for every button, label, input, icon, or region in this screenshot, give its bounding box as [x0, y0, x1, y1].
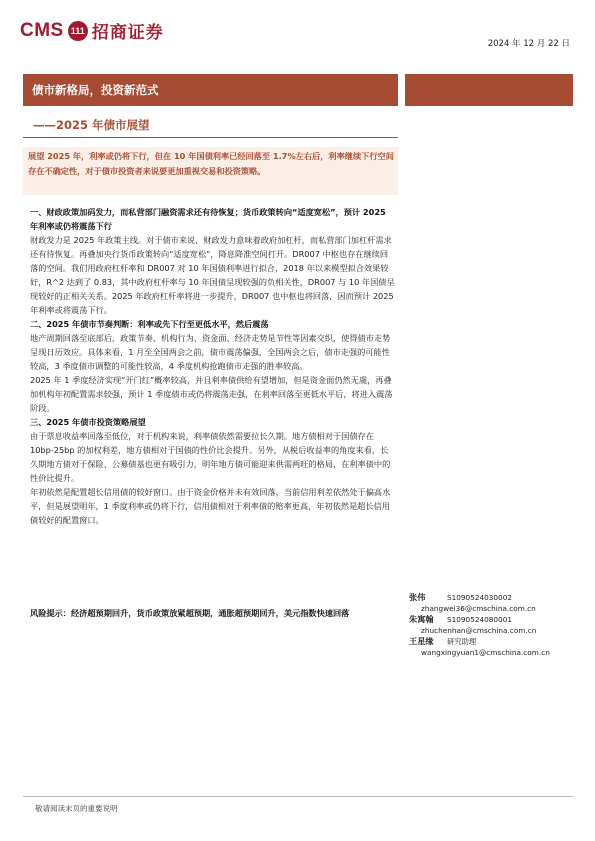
company-logo	[20, 18, 164, 43]
logo-text-en: CMS	[20, 19, 64, 41]
section-heading-1: 一、财政政策加码发力，而私营部门融资需求还有待恢复；货币政策转向“适度宽松”，预计 2025 年利率或仍将震荡下行	[30, 207, 386, 231]
logo-text-cn: 招商证券	[91, 23, 164, 43]
section-paragraph: 2025 年 1 季度经济实现“开门红”概率较高，并且利率债供给有望增加，但是资金面仍然无虞，再叠加机构年初配置需求较强，预计 1 季度债市或仍将震荡走强，在利率回落至更低水平后，将进入震荡阶段。	[30, 375, 393, 413]
analyst-email[interactable]: zhangwei36@cmschina.com.cn	[421, 604, 536, 613]
title-banner: 债市新格局，投资新范式	[23, 74, 398, 106]
analyst-name: 张伟	[409, 592, 426, 602]
analyst-email[interactable]: zhuchenhan@cmschina.com.cn	[421, 626, 537, 635]
section-paragraph: 地产周期回落至底部后，政策节奏、机构行为、资金面、经济走势是节性等因素交织，使得债市走势呈现日历效应。具体来看，1 月至全国两会之前，债市震荡偏强，全国两会之后，债市走强的可能性较高，3 季度债市调整的可能性较高，4 季度机构抢跑债市走强的胜率较高。	[30, 333, 391, 371]
analyst-cert: S1090524080001	[447, 615, 512, 624]
section-heading-3: 三、2025 年债市投资策略展望	[30, 417, 146, 427]
logo-emblem-icon: 111	[68, 21, 88, 41]
report-body	[30, 205, 395, 527]
section-paragraph: 财政发力是 2025 年政策主线。对于债市来说，财政发力意味着政府加杠杆，而私营部门加杠杆需求还有待恢复。再叠加央行货币政策转向“适度宽松”，降息降准空间打开。DR007 中枢也存在继续回落的空间。我们用政府杠杆率和 DR007 对 10 年国债利率进行拟合，2018 年以来模型拟合效果较好，R^2 达到了 0.83，其中政府杠杆率与 10 年国债呈现较强的负相关性，DR007 与 10 年国债呈现较好的正相关关系。2025 年政府杠杆率将进一步提升，DR007 也中枢也将回落，因而预计 2025 年利率或将震荡下行。	[30, 235, 395, 315]
analyst-row	[409, 614, 574, 625]
analyst-contacts	[409, 592, 574, 658]
analyst-row	[409, 636, 574, 647]
footer-divider	[23, 796, 573, 797]
footer-note: 敬请阅读末页的重要说明	[35, 804, 118, 813]
report-subtitle: ——2025 年债市展望	[33, 118, 150, 132]
summary-text: 展望 2025 年，利率或仍将下行，但在 10 年国债利率已经回落至 1.7%左右后，利率继续下行空间存在不确定性，对于债市投资者来说要更加重视交易和投资策略。	[28, 151, 394, 176]
analyst-cert: S1090524030002	[447, 593, 512, 602]
analyst-name: 王星缘	[409, 636, 434, 646]
section-paragraph: 年初依然是配置超长信用债的较好窗口。由于资金价格并未有效回落，当前信用利差依然处于偏高水平，但是展望明年，1 季度利率或仍将下行，信用债相对于利率债的赔率更高，年初依然是超长信用债较好的配置窗口。	[30, 487, 391, 525]
section-paragraph: 由于票息收益率回落至低位，对于机构来说，利率债依然需要拉长久期。地方债相对于国债存在 10bp-25bp 的加权利差，地方债相对于国债的性价比会提升。另外，从税后收益率的角度来看，长久期地方债对于保险、公募债基也更有吸引力，明年地方债可能迎来供需两旺的格局，在利率债中的性价比提升。	[30, 431, 391, 483]
risk-warning: 风险提示：经济超预期回升，货币政策放紧超预期，通胀超预期回升，美元指数快速回落	[30, 608, 350, 618]
analyst-row	[409, 592, 574, 603]
divider	[23, 137, 398, 138]
analyst-cert: 研究助理	[447, 637, 477, 646]
analyst-email[interactable]: wangxingyuan1@cmschina.com.cn	[421, 648, 550, 657]
analyst-name: 朱寓翰	[409, 614, 434, 624]
section-heading-2: 二、2025 年债市节奏判断：利率或先下行至更低水平，然后震荡	[30, 319, 269, 329]
sidebar-banner	[405, 74, 573, 106]
report-date: 2024 年 12 月 22 日	[487, 39, 570, 49]
